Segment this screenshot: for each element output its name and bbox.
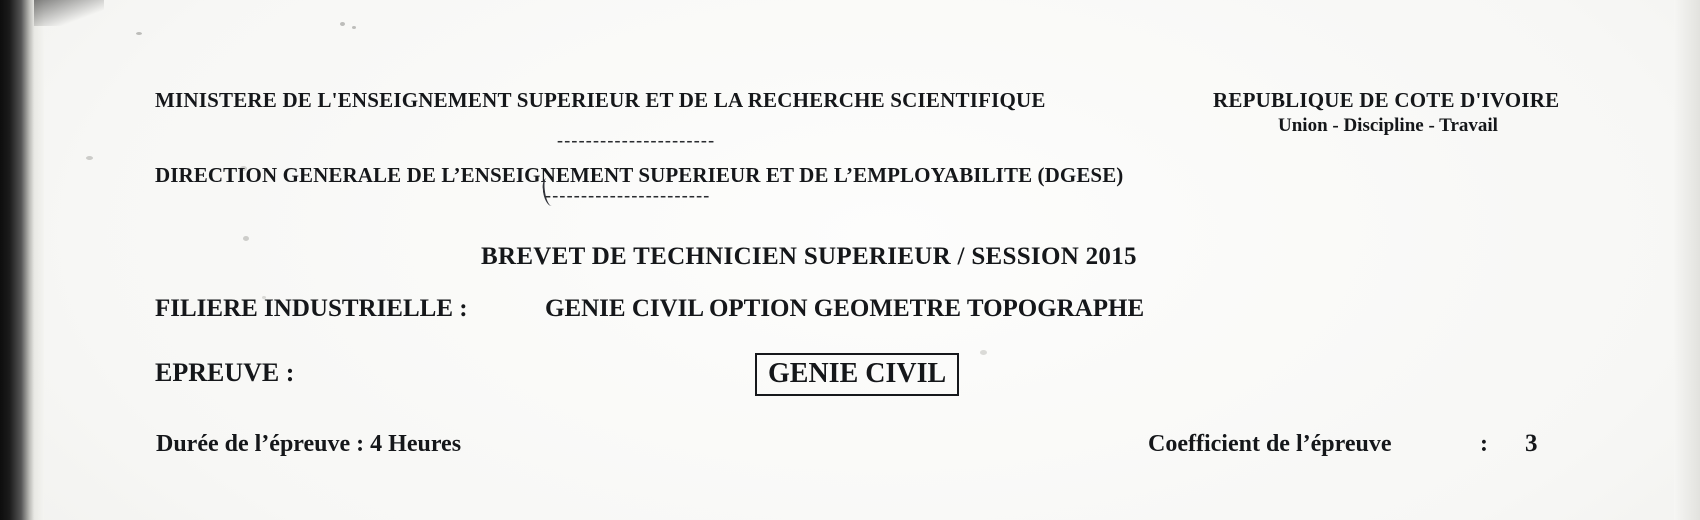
duration-line: Durée de l’épreuve : 4 Heures [156,431,462,457]
epreuve-value-box: GENIE CIVIL [755,353,959,396]
coefficient-colon: : [1480,431,1488,457]
separator-dashes-top: ---------------------- [557,130,716,150]
coefficient-value: 3 [1525,430,1538,457]
separator-dashes-bottom: ----------------------- [545,185,711,205]
exam-title: BREVET DE TECHNICIEN SUPERIEUR / SESSION 2015 [481,243,1137,270]
filiere-label: FILIERE INDUSTRIELLE : [155,295,468,322]
filiere-value: GENIE CIVIL OPTION GEOMETRE TOPOGRAPHE [545,295,1145,322]
coefficient-label: Coefficient de l’épreuve [1148,431,1392,457]
epreuve-label: EPREUVE : [155,358,295,387]
national-motto: Union - Discipline - Travail [1278,115,1498,136]
republic-line: REPUBLIQUE DE COTE D'IVOIRE [1213,88,1560,112]
ministry-line: MINISTERE DE L'ENSEIGNEMENT SUPERIEUR ET DE LA RECHERCHE SCIENTIFIQUE [155,88,1046,112]
direction-line: DIRECTION GENERALE DE L’ENSEIGNEMENT SUPERIEUR ET DE L’EMPLOYABILITE (DGESE) [155,163,1124,187]
